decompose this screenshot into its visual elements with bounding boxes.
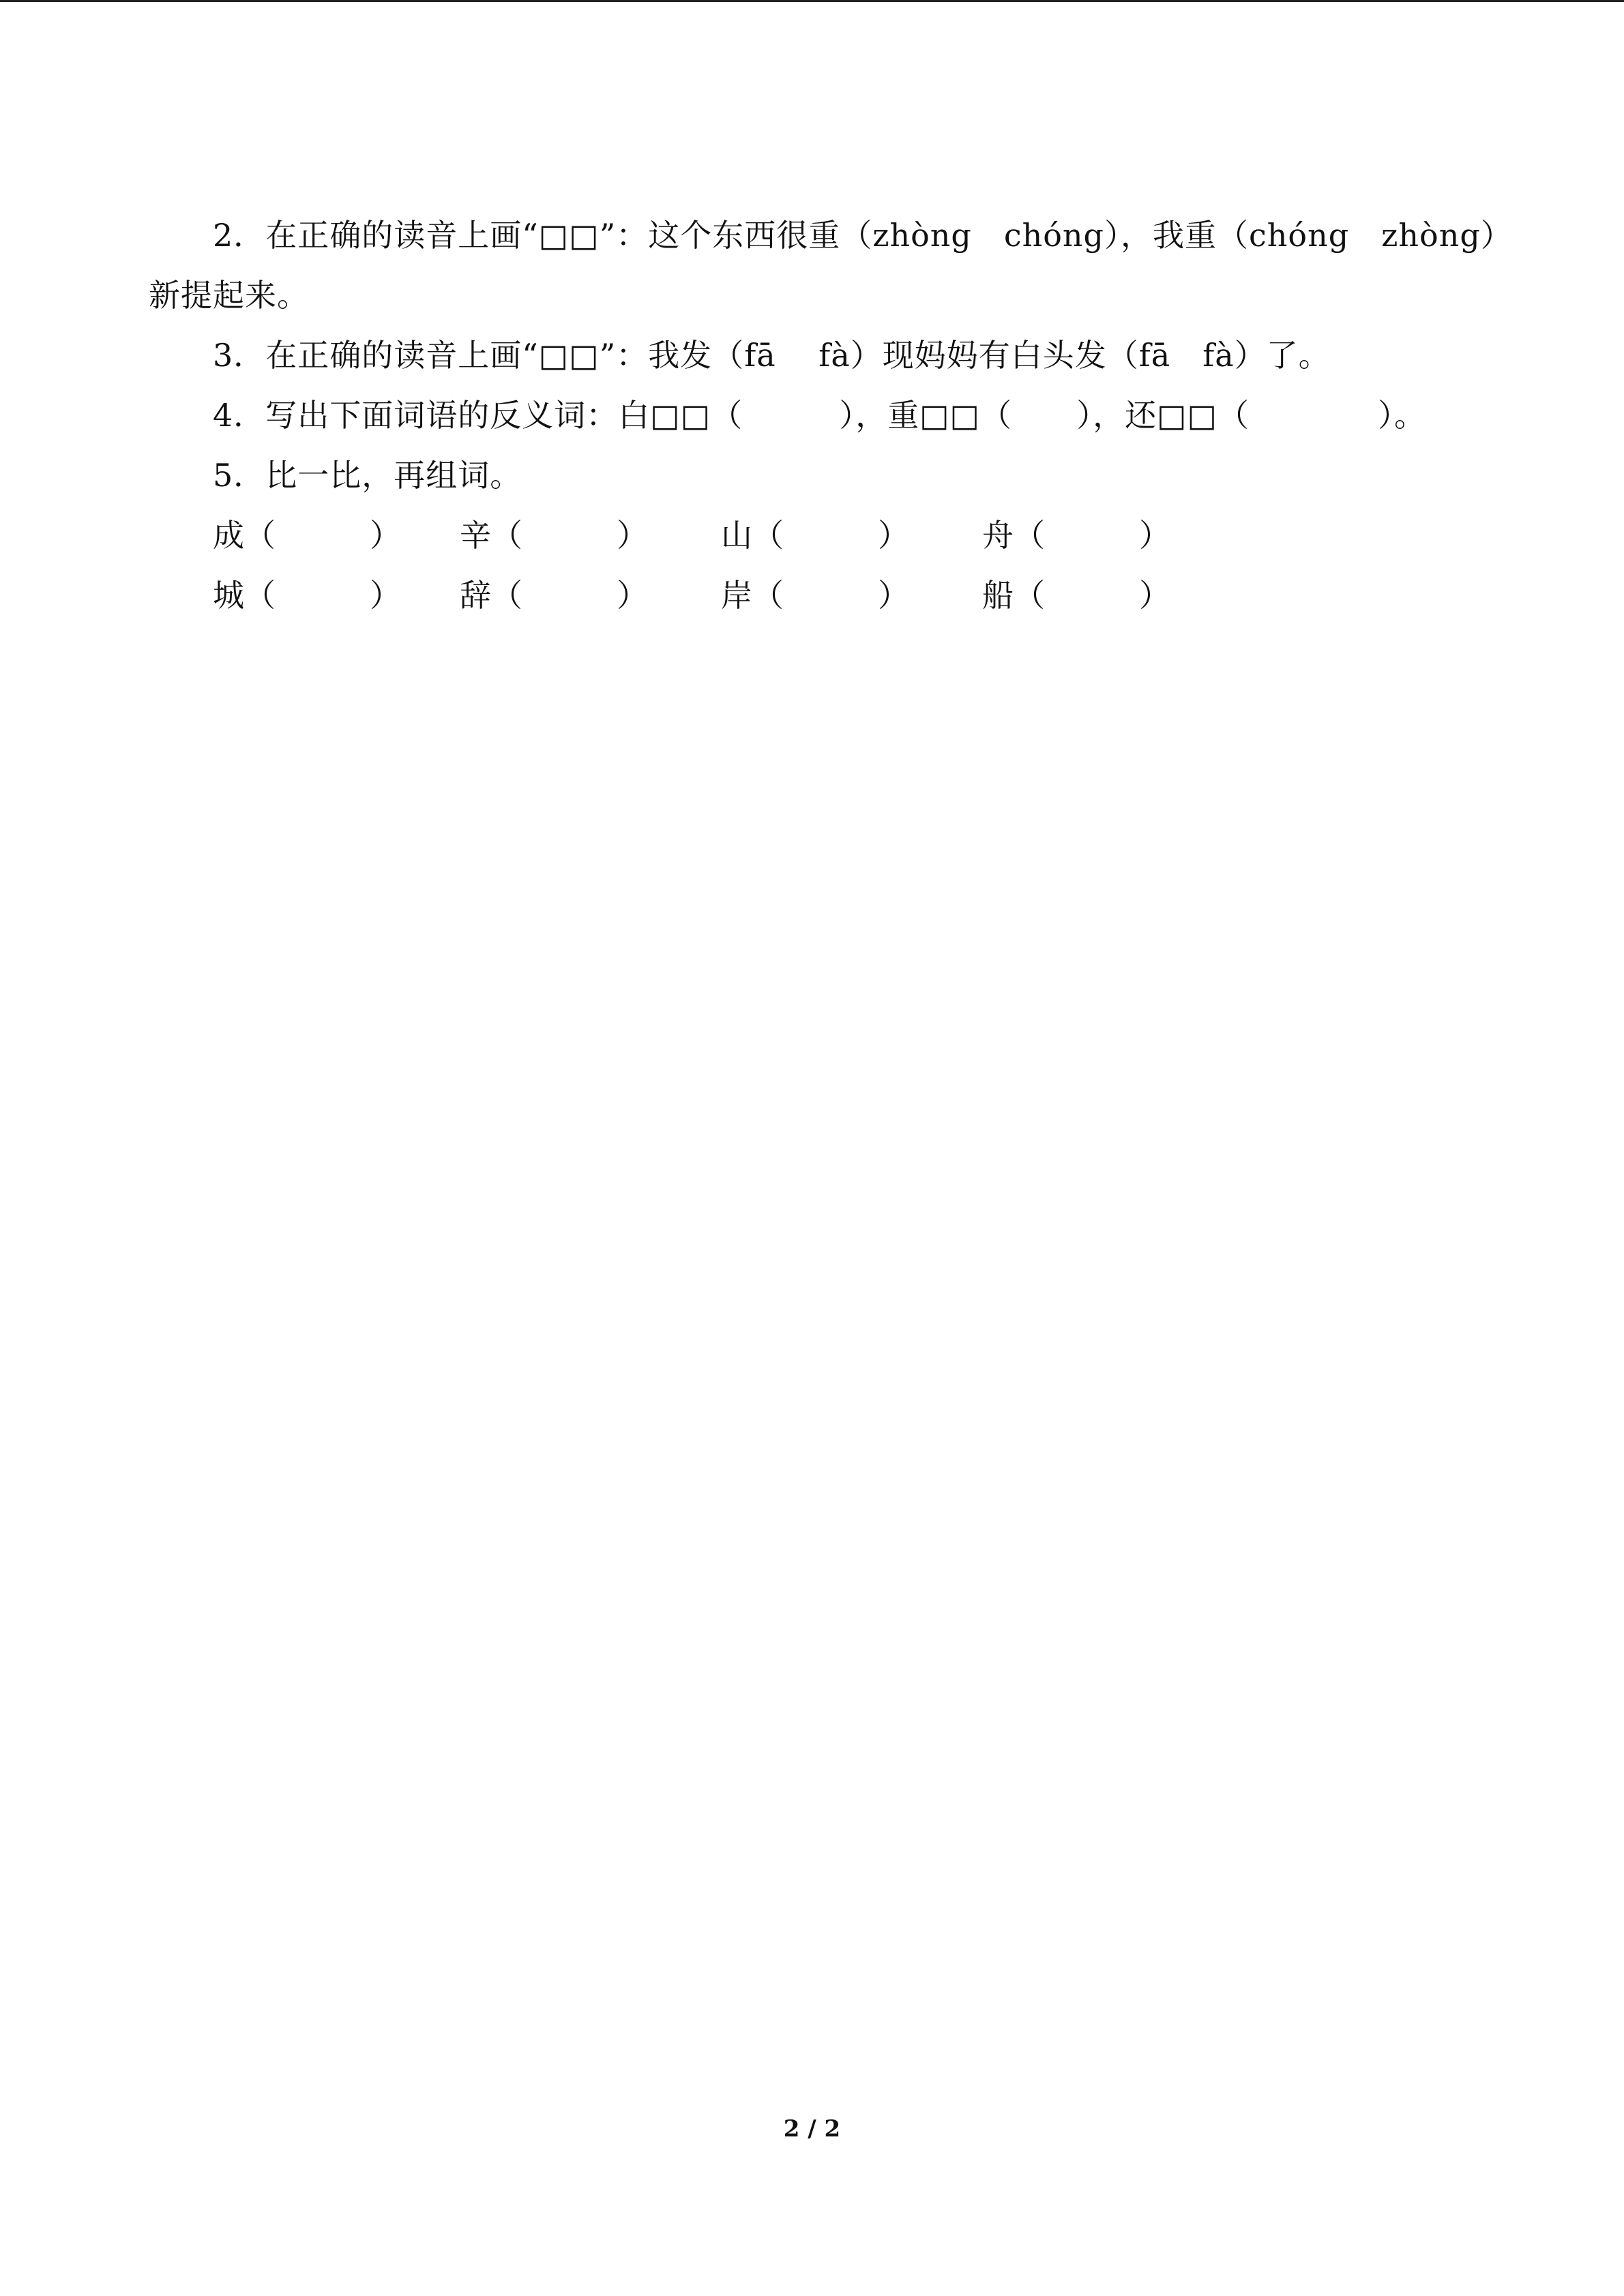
- question-2-line-1: 2．在正确的读音上画“□□”：这个东西很重（zhòng chóng），我重（chóng zhòng）: [213, 217, 1513, 254]
- compare-item: 岸（ ）: [721, 577, 909, 614]
- question-3: 3．在正确的读音上画“□□”：我发（fā fà）现妈妈有白头发（fā fà）了。: [213, 337, 1331, 374]
- question-4: 4．写出下面词语的反义词：白□□（ ），重□□（ ），还□□（ ）。: [213, 397, 1427, 434]
- compare-item: 舟（ ）: [982, 517, 1170, 554]
- question-5: 5．比一比，再组词。: [213, 457, 522, 494]
- compare-item: 城（ ）: [213, 577, 401, 614]
- compare-item: 成（ ）: [213, 517, 401, 554]
- question-2-line-2: 新提起来。: [149, 277, 309, 314]
- compare-item: 山（ ）: [721, 517, 909, 554]
- compare-item: 船（ ）: [982, 577, 1170, 614]
- compare-item: 辛（ ）: [460, 517, 648, 554]
- compare-item: 辞（ ）: [460, 577, 648, 614]
- page-number: 2 / 2: [783, 2115, 841, 2143]
